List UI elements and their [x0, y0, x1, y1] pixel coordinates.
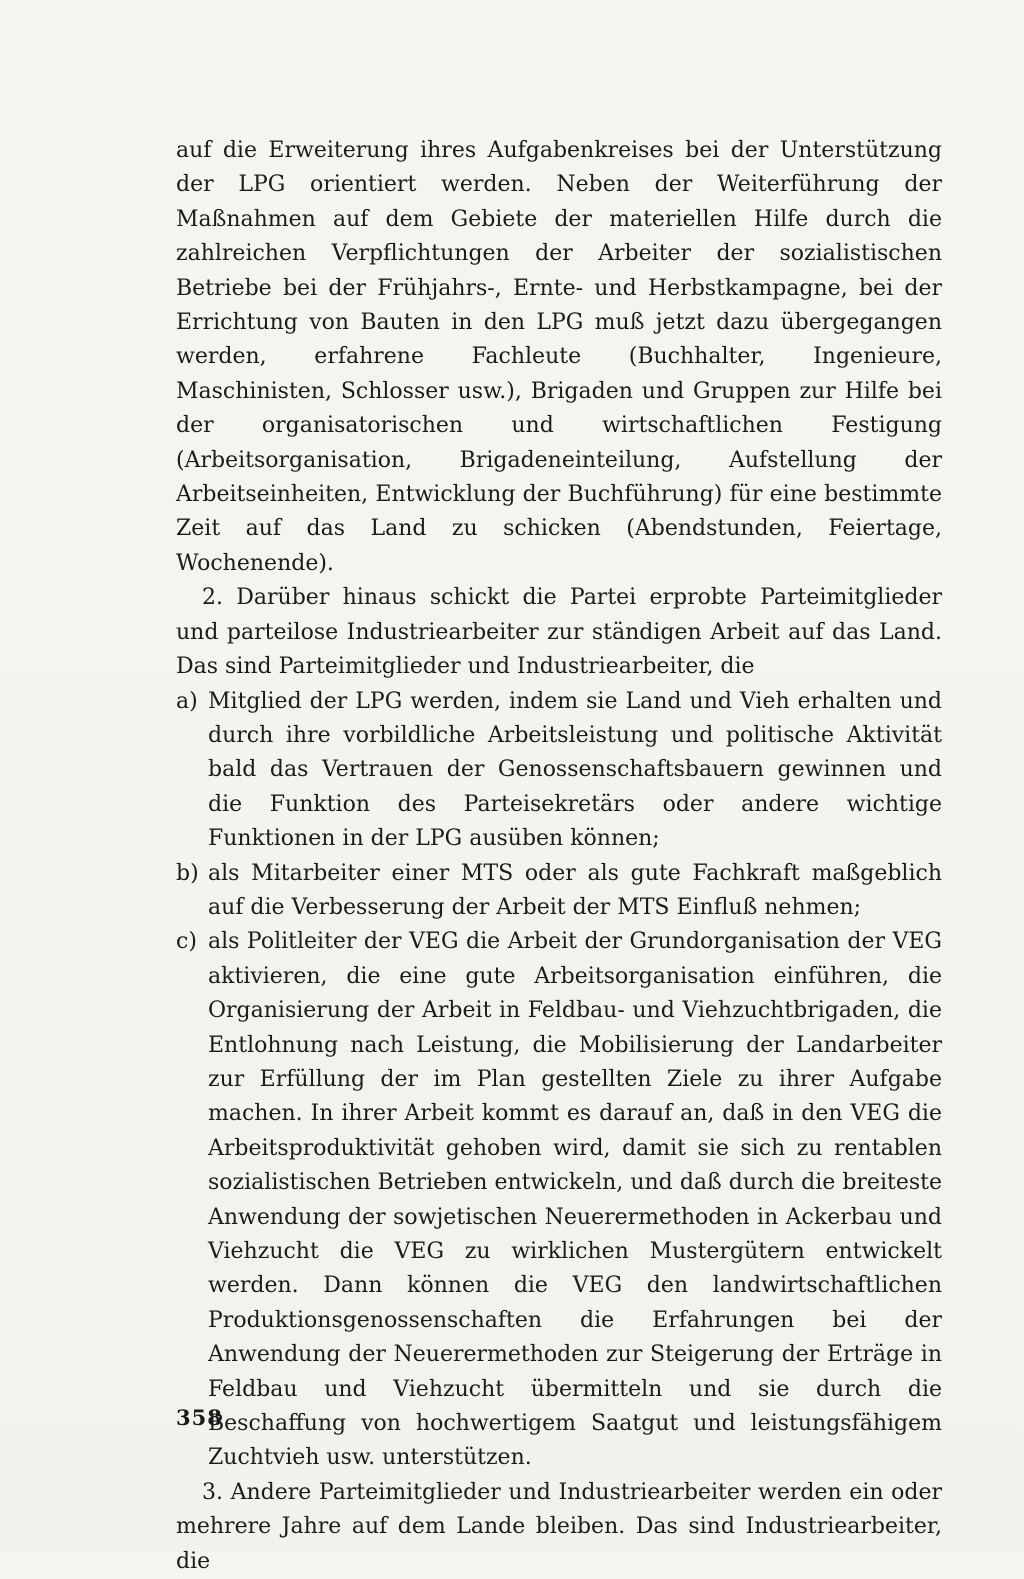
- list-marker-c: c): [176, 929, 197, 955]
- list-item-c: [176, 925, 942, 1476]
- page-number: 358: [176, 1405, 223, 1430]
- list-marker-b: b): [176, 860, 199, 886]
- paragraph-2: 2. Darüber hinaus schickt die Partei erprobte Parteimitglieder und parteilose Industriearbeiter zur ständigen Arbeit auf das Land. Das sind Parteimitglieder und Industriearbeiter, die: [176, 585, 942, 680]
- list-item-b: [176, 857, 942, 926]
- list-item-b-text: als Mitarbeiter einer MTS oder als gute Fachkraft maßgeblich auf die Verbesserung der Arbeit der MTS Einfluß nehmen;: [208, 860, 942, 920]
- list-item-a: [176, 685, 942, 857]
- enumerated-list: [176, 685, 942, 1476]
- paragraph-3: 3. Andere Parteimitglieder und Industriearbeiter werden ein oder mehrere Jahre auf dem Lande bleiben. Das sind Industriearbeiter, die: [176, 1479, 942, 1574]
- list-item-c-text: als Politleiter der VEG die Arbeit der Grundorganisation der VEG aktivieren, die eine gute Arbeitsorganisation einführen, die Organisierung der Arbeit in Feldbau- und Viehzuchtbrigaden, die Entlohnung nach Leistung, die Mobilisierung der Landarbeiter zur Erfüllung der im Plan gestellten Ziele zu ihrer Aufgabe machen. In ihrer Arbeit kommt es darauf an, daß in den VEG die Arbeitsproduktivität gehoben wird, damit sie sich zu rentablen sozialistischen Betrieben entwickeln, und daß durch die breiteste Anwendung der sowjetischen Neuerermethoden in Ackerbau und Viehzucht die VEG zu wirklichen Mustergütern entwickelt werden. Dann können die VEG den landwirtschaftlichen Produktionsgenossenschaften die Erfahrungen bei der Anwendung der Neuerermethoden zur Steigerung der Erträge in Feldbau und Viehzucht übermitteln und sie durch die Beschaffung von hochwertigem Saatgut und leistungsfähigem Zuchtvieh usw. unterstützen.: [208, 929, 942, 1471]
- list-item-a-text: Mitglied der LPG werden, indem sie Land und Vieh erhalten und durch ihre vorbildliche Arbeitsleistung und politische Aktivität bald das Vertrauen der Genossenschaftsbauern gewinnen und die Funktion des Parteisekretärs oder andere wichtige Funktionen in der LPG ausüben können;: [208, 688, 942, 852]
- body-text: [176, 134, 942, 1579]
- list-marker-a: a): [176, 688, 198, 714]
- paragraph-1: auf die Erweiterung ihres Aufgabenkreises bei der Unterstützung der LPG orientiert werden. Neben der Weiterführung der Maßnahmen auf dem Gebiete der materiellen Hilfe durch die zahlreichen Verpflichtungen der Arbeiter der sozialistischen Betriebe bei der Frühjahrs-, Ernte- und Herbstkampagne, bei der Errichtung von Bauten in den LPG muß jetzt dazu übergegangen werden, erfahrene Fachleute (Buchhalter, Ingenieure, Maschinisten, Schlosser usw.), Brigaden und Gruppen zur Hilfe bei der organisatorischen und wirtschaftlichen Festigung (Arbeitsorganisation, Brigadeneinteilung, Aufstellung der Arbeitseinheiten, Entwicklung der Buchführung) für eine bestimmte Zeit auf das Land zu schicken (Abendstunden, Feiertage, Wochenende).: [176, 138, 942, 576]
